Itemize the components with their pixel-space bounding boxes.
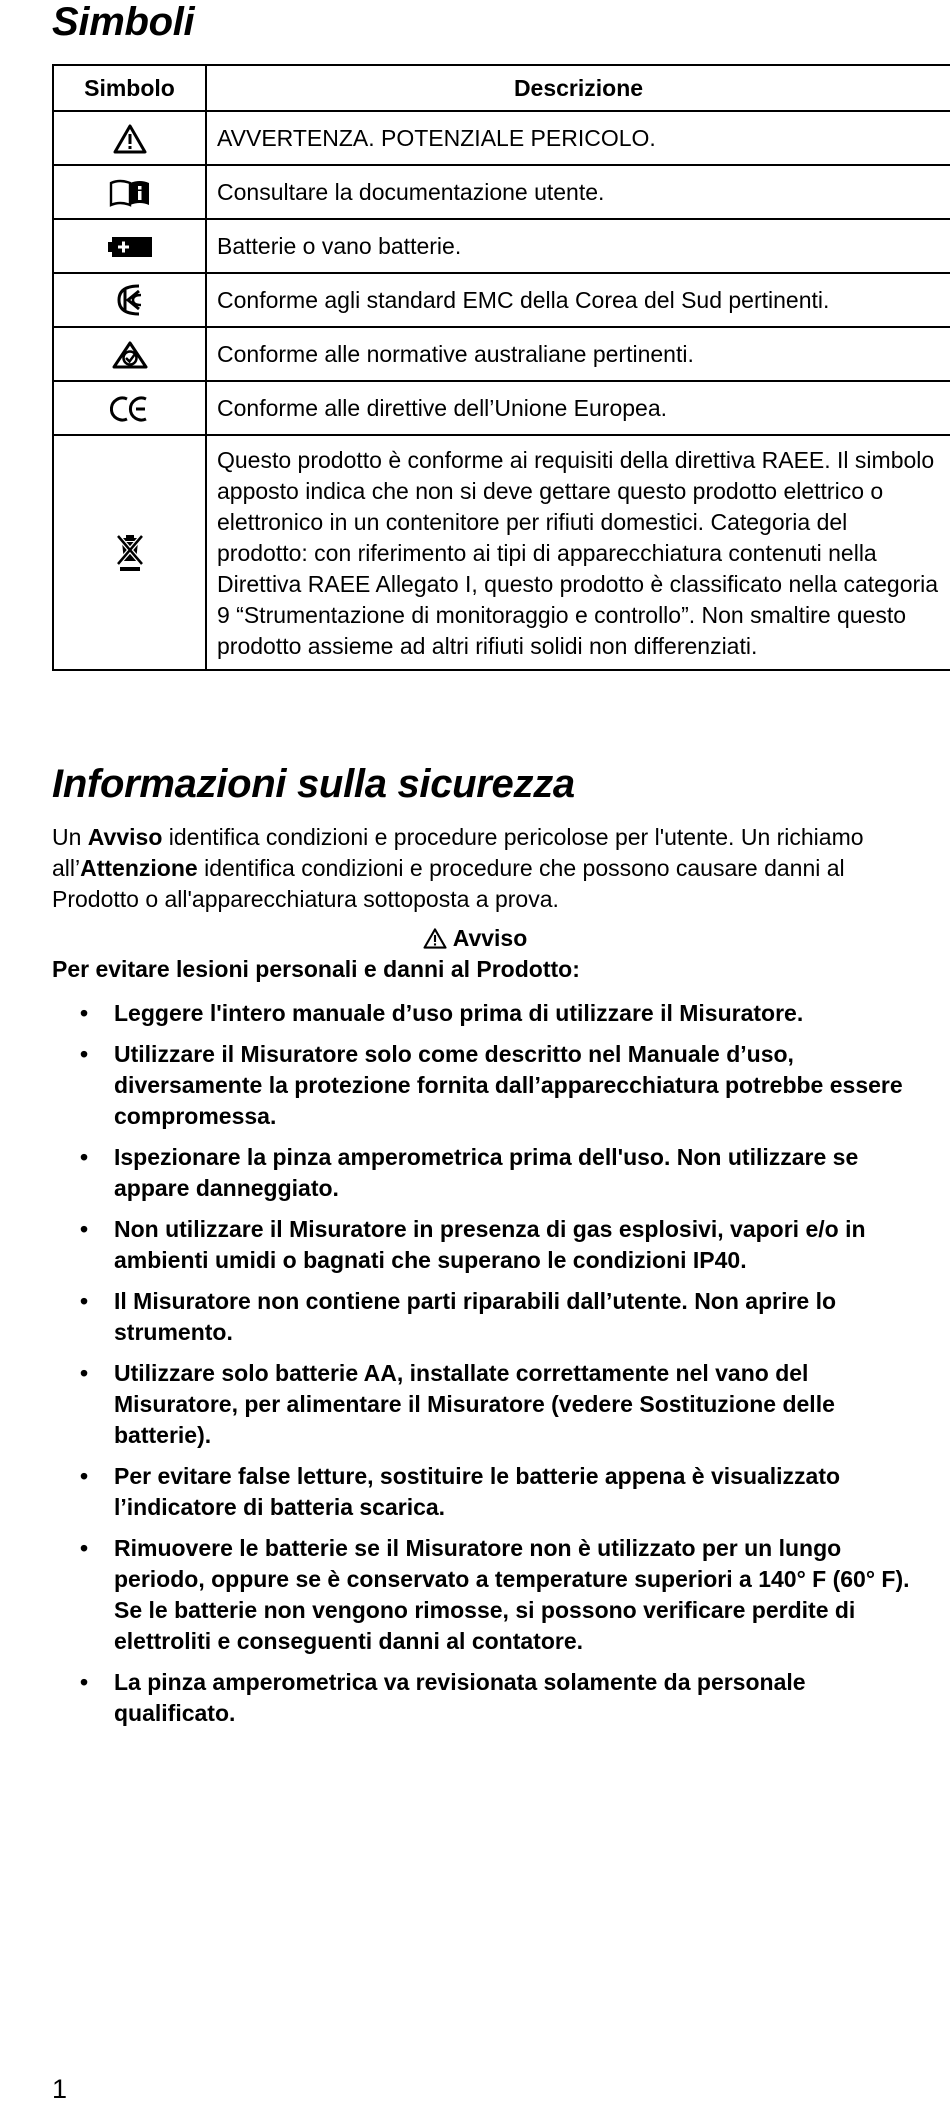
warning-title: Avviso — [452, 925, 528, 951]
manual-info-icon — [109, 179, 151, 207]
list-item: • Leggere l'intero manuale d’uso prima di utilizzare il Misuratore. — [52, 998, 932, 1029]
list-item: • Per evitare false letture, sostituire le batterie appena è visualizzato l’indicatore di batteria scarica. — [80, 1463, 841, 1520]
symbol-cell — [53, 219, 206, 273]
warning-subtitle: Per evitare lesioni personali e danni al Prodotto: — [52, 956, 580, 982]
warning-triangle-icon — [113, 124, 147, 154]
list-item: • Non utilizzare il Misuratore in presenza di gas esplosivi, vapori e/o in ambienti umidi o bagnati che superano le condizioni IP40. — [80, 1216, 866, 1273]
symbol-cell — [53, 111, 206, 165]
table-row — [53, 111, 950, 165]
description-cell: Batterie o vano batterie. — [206, 219, 950, 273]
list-item: • Ispezionare la pinza amperometrica prima dell'uso. Non utilizzare se appare danneggiato. — [80, 1144, 859, 1201]
bullet-icon: • — [80, 1144, 89, 1170]
table-row — [53, 219, 950, 273]
bullet-icon: • — [80, 1216, 89, 1242]
description-cell: Conforme alle direttive dell’Unione Europea. — [206, 381, 950, 435]
symbol-cell — [53, 273, 206, 327]
symbol-cell — [53, 381, 206, 435]
table-row — [53, 381, 950, 435]
table-row — [53, 327, 950, 381]
list-item: • Utilizzare il Misuratore solo come descritto nel Manuale d’uso, diversamente la protezione fornita dall’apparecchiatura potrebbe essere compromessa. — [80, 1041, 903, 1129]
table-row — [53, 435, 950, 670]
list-item: • Utilizzare solo batterie AA, installate correttamente nel vano del Misuratore, per alimentare il Misuratore (vedere Sostituzione delle batterie). — [80, 1360, 835, 1448]
table-header-row — [53, 65, 950, 111]
attenzione-term: Attenzione — [80, 855, 198, 881]
bullet-icon: • — [80, 1360, 89, 1386]
bullet-icon: • — [80, 1669, 89, 1695]
warning-heading — [0, 923, 950, 954]
table-row — [53, 273, 950, 327]
symbols-table — [52, 64, 950, 671]
page-number: 1 — [52, 2074, 68, 2104]
battery-icon — [108, 236, 152, 258]
description-cell: Consultare la documentazione utente. — [206, 165, 950, 219]
bullet-icon: • — [80, 1041, 89, 1067]
description-cell: AVVERTENZA. POTENZIALE PERICOLO. — [206, 111, 950, 165]
section-title: Informazioni sulla sicurezza — [52, 762, 575, 806]
avviso-term: Avviso — [87, 824, 163, 850]
kc-mark-icon — [115, 283, 145, 317]
rcm-mark-icon — [111, 340, 149, 370]
bullet-icon: • — [80, 1463, 89, 1489]
column-header-symbol: Simbolo — [53, 65, 206, 111]
description-cell: Conforme agli standard EMC della Corea del Sud pertinenti. — [206, 273, 950, 327]
description-cell: Conforme alle normative australiane pertinenti. — [206, 327, 950, 381]
symbol-cell — [53, 327, 206, 381]
page-title: Simboli — [52, 0, 195, 44]
warning-list — [52, 998, 932, 1739]
symbol-cell — [53, 435, 206, 670]
warning-triangle-icon — [423, 928, 447, 949]
list-item: • Il Misuratore non contiene parti riparabili dall’utente. Non aprire lo strumento. — [80, 1288, 837, 1345]
table-row — [53, 165, 950, 219]
description-cell: Questo prodotto è conforme ai requisiti della direttiva RAEE. Il simbolo apposto indica che non si deve gettare questo prodotto elettrico o elettronico in un contenitore per rifiuti domestici. Categoria del prodotto: con riferimento ai tipi di apparecchiatura contenuti nella Direttiva RAEE Allegato I, questo prodotto è classificato nella categoria 9 “Strumentazione di monitoraggio e controllo”. Non smaltire questo prodotto assieme ad altri rifiuti solidi non differenziati. — [206, 435, 950, 670]
list-item: • La pinza amperometrica va revisionata solamente da personale qualificato. — [80, 1669, 806, 1726]
bullet-icon: • — [80, 1288, 89, 1314]
list-item: • Rimuovere le batterie se il Misuratore non è utilizzato per un lungo periodo, oppure se è conservato a temperature superiori a 140° F (60° F). Se le batterie non vengono rimosse, si possono verificare perdite di elettroliti e conseguenti danni al contatore. — [80, 1535, 910, 1654]
column-header-description: Descrizione — [206, 65, 950, 111]
bullet-icon: • — [80, 1000, 89, 1026]
ce-mark-icon — [110, 395, 150, 423]
bullet-icon: • — [80, 1535, 89, 1561]
symbol-cell — [53, 165, 206, 219]
intro-paragraph: Un Avviso identifica condizioni e procedure pericolose per l'utente. Un richiamo all’Attenzione identifica condizioni e procedure che possono causare danni al Prodotto o all'apparecchiatura sottoposta a prova. — [52, 824, 864, 912]
weee-bin-icon — [117, 533, 143, 573]
